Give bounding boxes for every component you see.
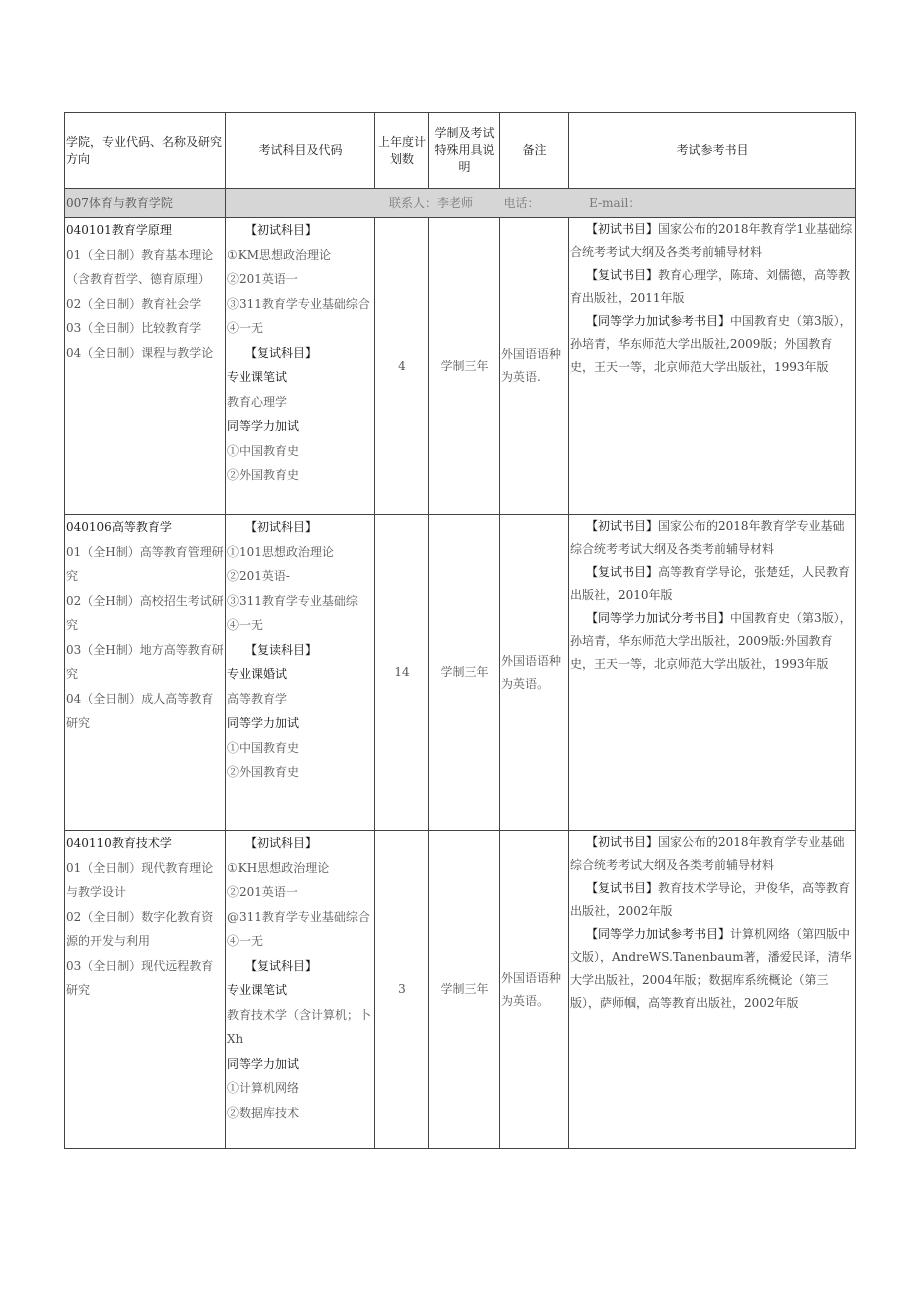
initial-subject: ②201英语一: [227, 272, 298, 286]
initial-heading: 【初试科目】: [245, 520, 318, 534]
exam-subjects-cell: [226, 515, 375, 831]
initial-heading: 【初试科目】: [245, 836, 318, 850]
direction-item: 01（全H制）高等教育管理研究: [66, 544, 224, 583]
retest-subject: 教育心理学: [227, 394, 288, 409]
retest-written: 专业课婚试: [227, 667, 288, 681]
major-code: 040106: [66, 520, 112, 534]
major-row: [65, 218, 856, 515]
direction-item: 01（全日制）教育基本理论（含教育哲学、德育原理）: [66, 247, 214, 286]
book-label: 【复试书目】: [586, 268, 659, 282]
initial-subject: ③311教育学专业基础综: [227, 593, 358, 608]
initial-subject: ③311教育学专业基础综合: [227, 296, 370, 311]
study-system: 学制三年: [429, 831, 500, 1149]
header-exam-subjects: 考试科目及代码: [226, 113, 375, 189]
initial-subject: ①101思想政治理论: [227, 544, 334, 559]
reference-books-cell: [569, 218, 856, 515]
equal-subject: ①中国教育史: [227, 740, 300, 755]
book-entry: [570, 515, 855, 561]
equal-heading: 同等学力加试: [227, 1056, 300, 1071]
book-label: 【初试书目】: [586, 835, 659, 849]
book-label: 【复试书目】: [586, 881, 659, 895]
book-entry: [570, 310, 855, 379]
major-code: 040110: [66, 836, 112, 850]
book-entry: [570, 607, 855, 676]
initial-subject: ④一无: [227, 321, 264, 335]
equal-subject: ②外国教育史: [227, 765, 300, 779]
retest-written: 专业课笔试: [227, 983, 288, 997]
book-text: 中国教育史（第3版），孙培青，华东师范大学出版社，2009版:外国教育史，王天一等，北京师范大学出版社，1993年版: [570, 611, 852, 671]
direction-item: 04（全日制）课程与教学论: [66, 345, 214, 360]
equal-subject: ②外国教育史: [227, 468, 300, 482]
book-entry: [570, 218, 855, 264]
major-cell: [65, 218, 226, 515]
college-row: [65, 189, 856, 218]
direction-item: 02（全日制）教育社会学: [66, 296, 202, 311]
reference-books-cell: [569, 831, 856, 1149]
book-text: 教育心理学，陈琦、刘儒德，高等教育出版社，2011年版: [570, 268, 851, 305]
equal-heading: 同等学力加试: [227, 419, 300, 433]
book-entry: [570, 923, 855, 1015]
direction-item: 03（全日制）比较教育学: [66, 321, 202, 335]
header-system-tools: 学制及考试特殊用具说明: [429, 113, 500, 189]
initial-subject: ①KM思想政治理论: [227, 247, 332, 262]
major-code: 040101: [66, 223, 112, 237]
equal-subject: ①计算机网络: [227, 1081, 300, 1095]
initial-subject: @311教育学专业基础综合: [227, 909, 370, 924]
reference-books-cell: [569, 515, 856, 831]
retest-heading: 【复读科目】: [245, 642, 318, 657]
major-cell: [65, 515, 226, 831]
book-label: 【同等学力加试参考书目】: [586, 927, 731, 941]
plan-count: 3: [375, 831, 429, 1149]
language-note: 外国语语种为英语。: [500, 831, 569, 1149]
college-contact: [226, 189, 856, 218]
direction-item: 03（全H制）地方高等教育研究: [66, 642, 224, 681]
book-label: 【复试书目】: [586, 565, 659, 579]
study-system: 学制三年: [429, 218, 500, 515]
book-label: 【初试书目】: [586, 519, 659, 533]
major-name: 教育学原理: [111, 223, 172, 237]
major-name: 教育技术学: [111, 836, 172, 850]
equal-subject: ②数据库技术: [227, 1105, 300, 1120]
book-text: 国家公布的2018年教育学专业基础综合统考考试大纲及各类考前辅导材料: [570, 835, 845, 872]
book-entry: [570, 264, 855, 310]
exam-subjects-cell: [226, 218, 375, 515]
plan-count: 4: [375, 218, 429, 515]
language-note: 外国语语种为英语.: [500, 218, 569, 515]
direction-item: 01（全日制）现代教育理论与教学设计: [66, 860, 214, 899]
major-row: [65, 831, 856, 1149]
initial-subject: ④一无: [227, 618, 264, 632]
book-text: 高等教育学导论，张楚廷，人民教育出版社，2010年版: [570, 565, 851, 602]
language-note: 外国语语种为英语。: [500, 515, 569, 831]
initial-subject: ②201英语-: [227, 569, 290, 583]
retest-subject: 高等教育学: [227, 691, 288, 706]
equal-heading: 同等学力加试: [227, 716, 300, 730]
retest-subject: 教育技术学（含计算机；卜Xh: [227, 1007, 372, 1046]
book-text: 计算机网络（第四版中文版），AndreWS.Tanenbaum著，潘爱民译，清华大学出版社，2004年版；数据库系统概论（第三版），萨师帼，高等教育出版社，2002年版: [570, 927, 852, 1010]
exam-subjects-cell: [226, 831, 375, 1149]
equal-subject: ①中国教育史: [227, 443, 300, 458]
book-entry: [570, 561, 855, 607]
book-text: 国家公布的2018年教育学专业基础综合统考考试大纲及各类考前辅导材料: [570, 519, 845, 556]
major-cell: [65, 831, 226, 1149]
book-label: 【初试书目】: [586, 222, 659, 236]
direction-item: 02（全H制）高校招生考试研究: [66, 593, 224, 632]
book-entry: [570, 831, 855, 877]
header-row: [65, 113, 856, 189]
book-label: 【同等学力加试参考书目】: [586, 314, 731, 328]
major-row: [65, 515, 856, 831]
header-reference-books: 考试参考书目: [569, 113, 856, 189]
college-contact-text: 联系人：李老师 电话： E-mail：: [389, 196, 641, 210]
initial-subject: ①KH思想政治理论: [227, 860, 330, 875]
book-text: 国家公布的2018年教育学1业基础综合统考考试大纲及各类考前辅导材料: [570, 222, 853, 259]
plan-count: 14: [375, 515, 429, 831]
admissions-table: [64, 112, 856, 1149]
direction-item: 04（全日制）成人高等教育研究: [66, 691, 214, 730]
header-notes: 备注: [500, 113, 569, 189]
major-name: 高等教育学: [111, 520, 172, 534]
college-name: 007体育与教育学院: [65, 189, 226, 218]
initial-subject: ②201英语一: [227, 885, 298, 899]
retest-written: 专业课笔试: [227, 370, 288, 384]
initial-heading: 【初试科目】: [245, 223, 318, 237]
header-plan-count: 上年度计划数: [375, 113, 429, 189]
book-text: 教育技术学导论，尹俊华，高等教育出版社，2002年版: [570, 881, 851, 918]
retest-heading: 【复试科目】: [245, 345, 318, 360]
header-college-major: 学院，专业代码、名称及研究方向: [65, 113, 226, 189]
direction-item: 02（全日制）数字化教育资源的开发与利用: [66, 909, 214, 948]
direction-item: 03（全日制）现代远程教育研究: [66, 958, 214, 997]
book-text: 中国教育史（第3版），孙培青，华东师范大学出版社,2009版；外国教育史，王天一等，北京师范大学出版社，1993年版: [570, 314, 852, 374]
retest-heading: 【复试科目】: [245, 958, 318, 973]
book-label: 【同等学力加试分考书目】: [586, 611, 731, 625]
initial-subject: ④一无: [227, 934, 264, 948]
study-system: 学制三年: [429, 515, 500, 831]
book-entry: [570, 877, 855, 923]
